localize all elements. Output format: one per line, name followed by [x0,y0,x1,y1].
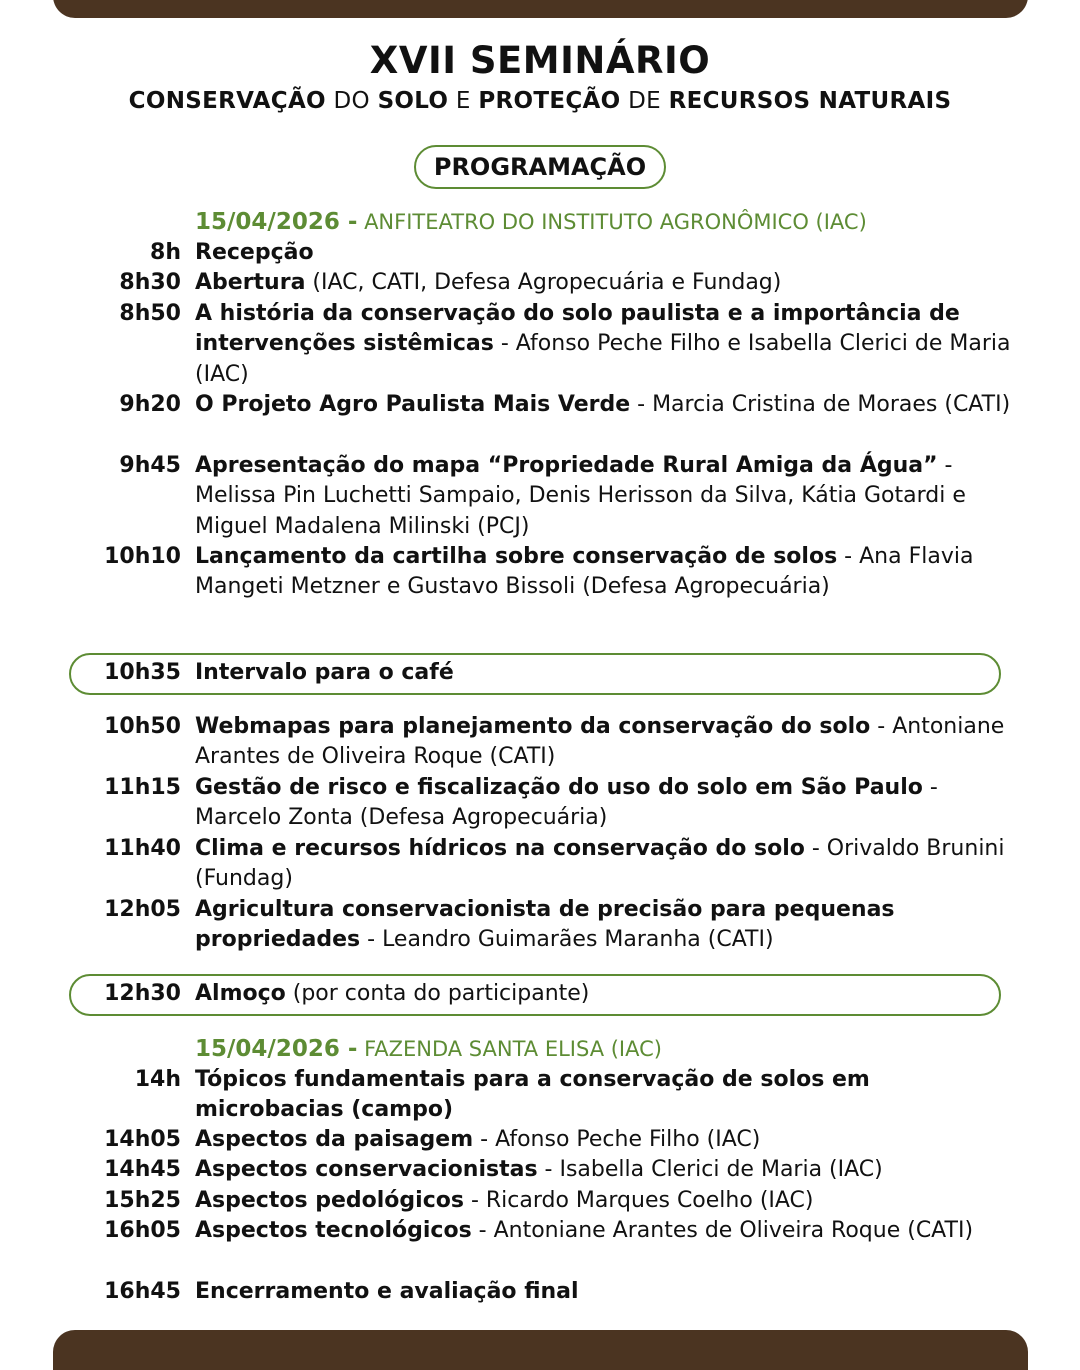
item-time: 8h30 [119,270,181,295]
item-description: Agricultura conservacionista de precisão para pequenas propriedades - Leandro Guimarães Maranha (CATI) [195,897,895,953]
item-description: Lançamento da cartilha sobre conservação de solos - Ana Flavia Mangeti Metzner e Gustavo Bissoli (Defesa Agropecuária) [195,544,974,600]
item-description: Aspectos da paisagem - Afonso Peche Filho (IAC) [195,1127,761,1152]
item-time: 14h [134,1067,181,1092]
item-description: Aspectos pedológicos - Ricardo Marques Coelho (IAC) [195,1188,814,1213]
item-time: 8h50 [119,301,181,326]
item-time: 15h25 [104,1188,181,1213]
programacao-badge: PROGRAMAÇÃO [414,145,666,189]
item-time: 9h20 [119,392,181,417]
item-description: Recepção [195,240,314,265]
item-time: 12h05 [104,897,181,922]
top-decorative-bar [53,0,1028,18]
item-time: 14h05 [104,1127,181,1152]
item-time: 8h [150,240,181,265]
item-time: 11h15 [104,775,181,800]
item-description: Webmapas para planejamento da conservação do solo - Antoniane Arantes de Oliveira Roque (CATI) [195,714,1005,770]
item-time: 16h05 [104,1218,181,1243]
item-time: 10h35 [104,660,181,685]
item-time: 16h45 [104,1279,181,1304]
item-time: 10h50 [104,714,181,739]
item-description: Aspectos conservacionistas - Isabella Clerici de Maria (IAC) [195,1157,883,1182]
item-description: Almoço (por conta do participante) [195,981,590,1006]
item-description: Tópicos fundamentais para a conservação de solos em microbacias (campo) [195,1067,870,1123]
item-description: Clima e recursos hídricos na conservação do solo - Orivaldo Brunini (Fundag) [195,836,1005,892]
item-time: 11h40 [104,836,181,861]
item-time: 10h10 [104,544,181,569]
item-description: O Projeto Agro Paulista Mais Verde - Marcia Cristina de Moraes (CATI) [195,392,1011,417]
item-description: Intervalo para o café [195,660,454,685]
venue-heading-1: 15/04/2026 - ANFITEATRO DO INSTITUTO AGRONÔMICO (IAC) [195,209,867,235]
item-time: 12h30 [104,981,181,1006]
item-time: 14h45 [104,1157,181,1182]
seminar-title: XVII SEMINÁRIO [369,39,711,82]
item-time: 9h45 [119,453,181,478]
item-description: Gestão de risco e fiscalização do uso do solo em São Paulo - Marcelo Zonta (Defesa Agropecuária) [195,775,938,831]
item-description: Abertura (IAC, CATI, Defesa Agropecuária e Fundag) [195,270,782,295]
bottom-decorative-bar [53,1330,1028,1370]
lunch-highlight [69,974,1001,1016]
item-description: Apresentação do mapa “Propriedade Rural Amiga da Água” - Melissa Pin Luchetti Sampaio, Denis Herisson da Silva, Kátia Gotardi e Miguel Madalena Milinski (PCJ) [195,453,966,539]
item-description: A história da conservação do solo paulista e a importância de intervenções sistêmicas - Afonso Peche Filho e Isabella Clerici de Maria (IAC) [195,301,1011,387]
coffee-break-highlight [69,653,1001,695]
item-description: Aspectos tecnológicos - Antoniane Arantes de Oliveira Roque (CATI) [195,1218,974,1243]
seminar-subtitle: CONSERVAÇÃO DO SOLO E PROTEÇÃO DE RECURSOS NATURAIS [128,88,952,114]
venue-heading-2: 15/04/2026 - FAZENDA SANTA ELISA (IAC) [195,1036,662,1062]
item-description: Encerramento e avaliação final [195,1279,579,1304]
